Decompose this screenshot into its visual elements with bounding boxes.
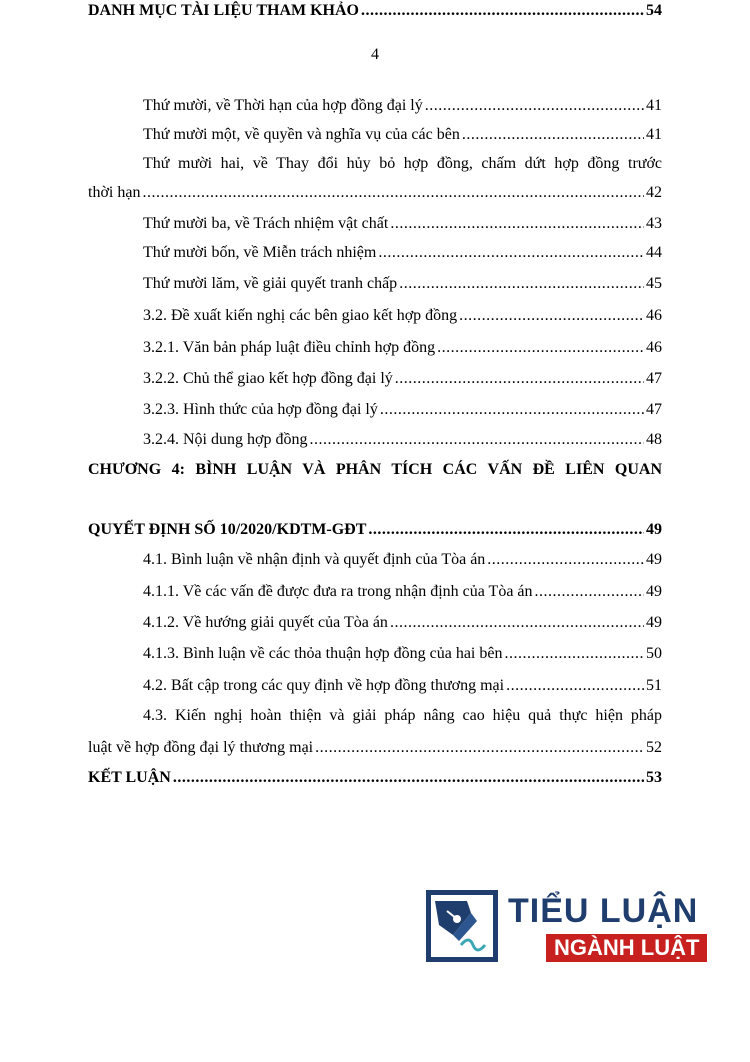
toc-leader-dots <box>399 273 644 295</box>
toc-entry-title: thời hạn <box>88 184 141 201</box>
toc-page-number: 49 <box>646 551 662 568</box>
toc-entry-title: Thứ mười lăm, về giải quyết tranh chấp <box>143 275 398 292</box>
toc-entry[interactable] <box>143 305 662 327</box>
toc-entry-title: 4.2. Bất cập trong các quy định về hợp đồng thương mại <box>143 677 505 694</box>
toc-entry-title: 4.1. Bình luận về nhận định và quyết định của Tòa án <box>143 551 486 568</box>
toc-leader-dots <box>390 213 644 235</box>
toc-entry[interactable] <box>143 95 662 117</box>
toc-page-number: 45 <box>646 275 662 292</box>
toc-entry[interactable] <box>143 213 662 235</box>
toc-entry-title: Thứ mười ba, về Trách nhiệm vật chất <box>143 215 389 232</box>
toc-entry[interactable] <box>143 612 662 634</box>
toc-page-number: 49 <box>646 583 662 600</box>
toc-page-number: 53 <box>646 769 662 786</box>
toc-entry-title: 4.1.2. Về hướng giải quyết của Tòa án <box>143 614 388 631</box>
toc-page-number: 54 <box>646 2 662 19</box>
toc-page-number: 42 <box>646 184 662 201</box>
toc-entry-title: 3.2.2. Chủ thể giao kết hợp đồng đại lý <box>143 370 393 387</box>
toc-page-number: 46 <box>646 339 662 356</box>
toc-entry-title: 3.2.1. Văn bản pháp luật điều chỉnh hợp đồng <box>143 339 436 356</box>
toc-leader-dots <box>309 429 644 451</box>
toc-page-number: 47 <box>646 401 662 418</box>
toc-leader-dots <box>487 549 644 571</box>
site-logo <box>426 890 700 970</box>
toc-entry-title: Thứ mười, về Thời hạn của hợp đồng đại lý <box>143 97 423 114</box>
toc-entry-line1: Thứ mười hai, về Thay đổi hủy bỏ hợp đồng, chấm dứt hợp đồng trước <box>143 155 662 172</box>
toc-leader-dots <box>380 399 644 421</box>
toc-page-number: 52 <box>646 739 662 756</box>
toc-entry[interactable] <box>143 581 662 603</box>
toc-entry-line1: 4.3. Kiến nghị hoàn thiện và giải pháp nâng cao hiệu quả thực hiện pháp <box>143 707 662 724</box>
toc-entry[interactable] <box>143 643 662 665</box>
toc-leader-dots <box>378 242 644 264</box>
toc-entry[interactable] <box>88 767 662 789</box>
toc-leader-dots <box>173 767 644 789</box>
toc-leader-dots <box>437 337 644 359</box>
toc-entry-title: DANH MỤC TÀI LIỆU THAM KHẢO <box>88 2 359 19</box>
toc-entry[interactable] <box>143 273 662 295</box>
toc-entry-line1: CHƯƠNG 4: BÌNH LUẬN VÀ PHÂN TÍCH CÁC VẤN ĐỀ LIÊN QUAN <box>88 461 662 478</box>
toc-entry-title: Thứ mười bốn, về Miễn trách nhiệm <box>143 244 377 261</box>
toc-entry[interactable] <box>143 675 662 697</box>
toc-entry-title: luật về hợp đồng đại lý thương mại <box>88 739 314 756</box>
toc-page-number: 49 <box>646 521 662 538</box>
toc-entry[interactable] <box>88 0 662 22</box>
toc-page-number: 49 <box>646 614 662 631</box>
toc-leader-dots <box>504 643 644 665</box>
toc-page-number: 51 <box>646 677 662 694</box>
toc-entry[interactable] <box>88 519 662 541</box>
toc-leader-dots <box>535 581 644 603</box>
toc-leader-dots <box>395 368 644 390</box>
toc-entry-title: 3.2. Đề xuất kiến nghị các bên giao kết hợp đồng <box>143 307 458 324</box>
logo-title: TIỂU LUẬN <box>508 892 699 930</box>
toc-page-number: 50 <box>646 645 662 662</box>
toc-entry[interactable] <box>143 399 662 421</box>
page-number: 4 <box>371 46 379 63</box>
toc-entry-title: 4.1.1. Về các vấn đề được đưa ra trong nhận định của Tòa án <box>143 583 533 600</box>
toc-page-number: 44 <box>646 244 662 261</box>
toc-entry[interactable] <box>143 242 662 264</box>
toc-leader-dots <box>506 675 644 697</box>
toc-leader-dots <box>368 519 644 541</box>
toc-page-number: 41 <box>646 126 662 143</box>
toc-entry-title: 3.2.4. Nội dung hợp đồng <box>143 431 308 448</box>
toc-page-number: 47 <box>646 370 662 387</box>
toc-entry[interactable] <box>143 429 662 451</box>
fountain-pen-icon <box>426 890 498 962</box>
toc-entry-title: 3.2.3. Hình thức của hợp đồng đại lý <box>143 401 378 418</box>
toc-entry[interactable] <box>88 737 662 759</box>
toc-entry[interactable] <box>88 182 662 204</box>
toc-page-number: 48 <box>646 431 662 448</box>
toc-entry-title: QUYẾT ĐỊNH SỐ 10/2020/KDTM-GĐT <box>88 521 367 538</box>
toc-leader-dots <box>425 95 644 117</box>
toc-leader-dots <box>459 305 644 327</box>
toc-entry[interactable] <box>143 337 662 359</box>
toc-entry-title: 4.1.3. Bình luận về các thỏa thuận hợp đồng của hai bên <box>143 645 503 662</box>
toc-page-number: 43 <box>646 215 662 232</box>
toc-entry[interactable] <box>143 549 662 571</box>
toc-leader-dots <box>315 737 644 759</box>
toc-entry-title: KẾT LUẬN <box>88 769 171 786</box>
toc-entry-title: Thứ mười một, về quyền và nghĩa vụ của các bên <box>143 126 460 143</box>
logo-subtitle: NGÀNH LUẬT <box>546 934 707 962</box>
toc-page-number: 41 <box>646 97 662 114</box>
toc-page-number: 46 <box>646 307 662 324</box>
toc-entry[interactable] <box>143 368 662 390</box>
toc-leader-dots <box>390 612 644 634</box>
toc-leader-dots <box>361 0 644 22</box>
toc-entry[interactable] <box>143 124 662 146</box>
toc-leader-dots <box>462 124 644 146</box>
toc-leader-dots <box>142 182 644 204</box>
